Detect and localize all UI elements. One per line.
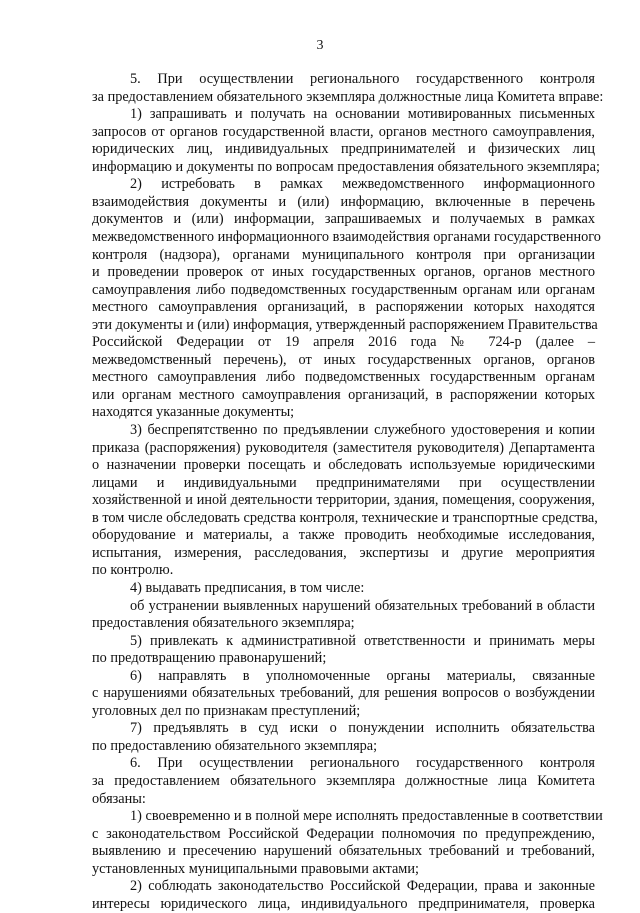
text-line: испытания, измерения, расследования, экспертизы и другие мероприятия <box>92 544 595 561</box>
text-line: за предоставлением обязательного экземпляра должностные лица Комитета вправе: <box>92 88 604 105</box>
text-line: 5) привлекать к административной ответственности и принимать меры <box>130 632 595 649</box>
text-line: приказа (распоряжения) руководителя (заместителя руководителя) Департамента <box>92 439 595 456</box>
text-line: находятся указанные документы; <box>92 404 295 421</box>
text-line: в том числе обследовать средства контроля, технические и транспортные средства, <box>92 509 598 526</box>
text-line: по предоставлению обязательного экземпляра; <box>92 737 378 754</box>
text-line: запросов от органов государственной власти, органов местного самоуправления, <box>92 123 595 140</box>
text-line: эти документы и (или) информация, утвержденный распоряжением Правительства <box>92 316 598 333</box>
text-line: 1) запрашивать и получать на основании мотивированных письменных <box>130 106 595 123</box>
text-line: контроля (надзора), органами муниципального контроля при организации <box>92 246 595 263</box>
text-line: оборудование и материалы, а также проводить необходимые исследования, <box>92 527 595 544</box>
text-line: 7) предъявлять в суд иски о понуждении исполнить обязательства <box>130 720 595 737</box>
text-line: о назначении проверки посещать и обследовать используемые юридическими <box>92 457 595 474</box>
text-line: 6) направлять в уполномоченные органы материалы, связанные <box>130 667 595 684</box>
text-line: об устранении выявленных нарушений обязательных требований в области <box>130 597 595 614</box>
text-line: хозяйственной и иной деятельности территории, здания, помещения, сооружения, <box>92 492 595 509</box>
text-line: 6. При осуществлении регионального государственного контроля <box>130 755 595 772</box>
text-line: Российской Федерации от 19 апреля 2016 года № 724-р (далее – <box>92 334 595 351</box>
text-line: по контролю. <box>92 562 174 579</box>
text-line: обязаны: <box>92 790 146 807</box>
text-line: взаимодействия документы и (или) информацию, включенные в перечень <box>92 193 595 210</box>
text-line: документов и (или) информации, запрашиваемых и получаемых в рамках <box>92 211 595 228</box>
text-line: установленных муниципальными правовыми актами; <box>92 860 419 877</box>
text-line: интересы юридического лица, индивидуального предпринимателя, проверка <box>92 895 595 912</box>
text-line: 3) беспрепятственно по предъявлении служебного удостоверения и копии <box>130 422 595 438</box>
text-line: 5. При осуществлении регионального государственного контроля <box>130 71 595 87</box>
text-line: информацию и документы по вопросам предоставления обязательного экземпляра; <box>92 158 600 175</box>
text-line: уголовных дел по признакам преступлений; <box>92 702 361 719</box>
text-line: межведомственного информационного взаимодействия органами государственного <box>92 228 601 245</box>
text-line: за предоставлением обязательного экземпляра должностные лица Комитета <box>92 773 595 789</box>
page-number: 3 <box>316 38 324 53</box>
text-line: по предотвращению правонарушений; <box>92 650 327 667</box>
text-line: или органам местного самоуправления организаций, в распоряжении которых <box>92 386 595 403</box>
text-line: с нарушениями обязательных требований, для решения вопросов о возбуждении <box>92 685 595 702</box>
text-line: межведомственный перечень), от иных государственных органов, органов <box>92 351 595 368</box>
text-line: лицами и индивидуальными предпринимателями при осуществлении <box>92 474 595 491</box>
text-line: самоуправления либо подведомственных государственным органам или органам <box>92 281 595 298</box>
text-line: 1) своевременно и в полной мере исполнять предоставленные в соответствии <box>130 808 603 825</box>
text-line: 2) истребовать в рамках межведомственного информационного <box>130 176 595 193</box>
text-line: с законодательством Российской Федерации полномочия по предупреждению, <box>92 825 595 842</box>
text-line: юридических лиц, индивидуальных предпринимателей и физических лиц <box>92 141 595 158</box>
text-line: местного самоуправления организаций, в распоряжении которых находятся <box>92 299 595 316</box>
text-line: местного самоуправления либо подведомственных государственным органам <box>92 369 595 386</box>
text-line: и проведении проверок от иных государственных органов, органов местного <box>92 264 595 281</box>
text-line: 2) соблюдать законодательство Российской Федерации, права и законные <box>130 878 595 895</box>
text-line: предоставления обязательного экземпляра; <box>92 615 355 632</box>
text-line: 4) выдавать предписания, в том числе: <box>130 579 365 596</box>
text-line: выявлению и пресечению нарушений обязательных требований и требований, <box>92 843 595 860</box>
